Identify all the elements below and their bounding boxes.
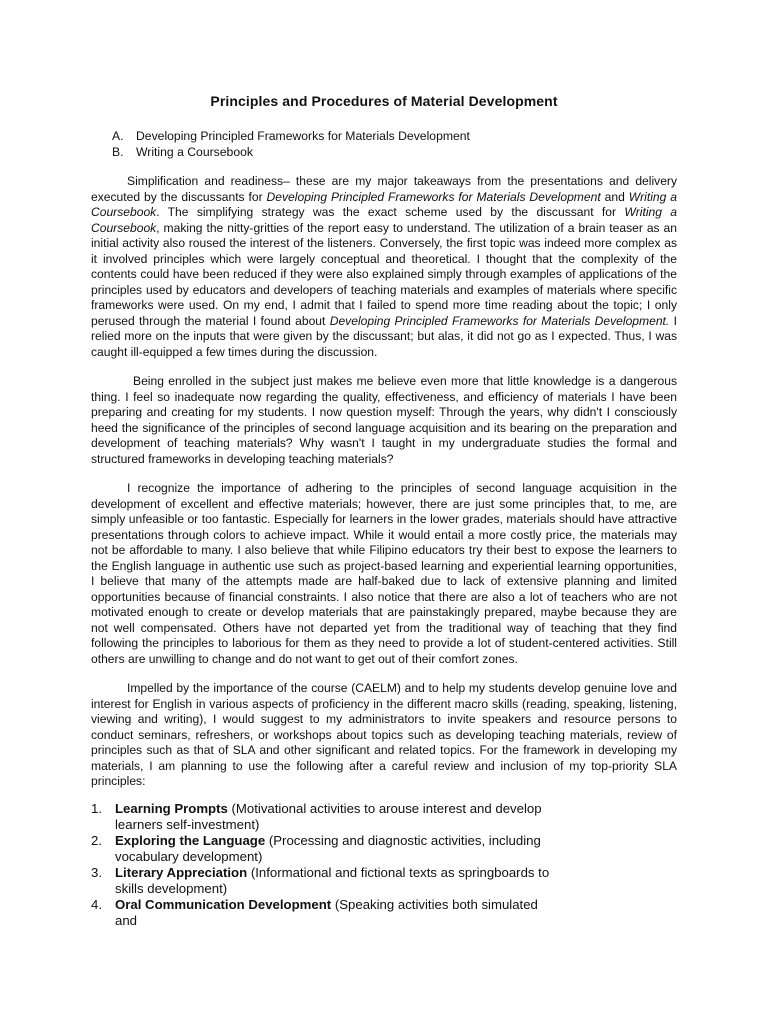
list-text <box>115 897 677 929</box>
list-item <box>91 801 677 833</box>
principles-list <box>91 801 677 929</box>
list-number: 4. <box>91 896 102 912</box>
list-number: 2. <box>91 832 102 848</box>
paragraph-1 <box>91 174 677 360</box>
principle-desc: (Informational and fictional texts as springboards to skills development) <box>115 864 550 896</box>
list-number: 3. <box>91 864 102 880</box>
outline-marker: B. <box>112 145 124 159</box>
text-run: , making the nitty-gritties of the report easy to understand. The utilization of a brain teaser as an initial activity also roused the interest of the listeners. Conversely, the first topic was indeed more complex as it involved principles which were largely conceptual and theoretical. I thought that the complexity of the contents could have been reduced if they were also explained simply through examples of applications of the principles used by educators and developers of teaching materials and examples of materials where specific frameworks were used. On my end, I admit that I failed to spend more time reading about the topic; I only perused through the material I found about <box>91 220 677 328</box>
outline-marker: A. <box>112 129 124 143</box>
list-item <box>91 897 677 929</box>
paragraph-3: I recognize the importance of adhering to the principles of second language acquisition in the development of excellent and effective materials; however, there are just some principles that, to me, are simply unfeasible or too fantastic. Especially for learners in the lower grades, materials should have attractive presentations through colors to achieve impact. While it would entail a more costly price, the materials may not be affordable to many. I also believe that while Filipino educators try their best to expose the learners to the English language in authentic use such as project-based learning and experiential learning opportunities, I believe that many of the attempts made are half-baked due to lack of extensive planning and limited opportunities because of financial constraints. I also notice that there are also a lot of teachers who are not motivated enough to create or develop materials that are painstakingly prepared, maybe because they are not well compensated. Others have not departed yet from the traditional way of teaching that they find following the principles to laborious for them as they need to provide a lot of student-centered activities. Still others are unwilling to change and do not want to get out of their comfort zones. <box>91 481 677 666</box>
outline-item <box>112 128 470 144</box>
list-item <box>91 865 677 897</box>
text-run: and <box>600 189 629 204</box>
principle-name: Exploring the Language <box>115 832 266 848</box>
principle-desc: (Speaking activities both simulated and <box>115 896 538 928</box>
list-item <box>91 833 677 865</box>
text-run: . The simplifying strategy was the exact scheme used by the discussant for <box>156 205 625 219</box>
outline-text: Writing a Coursebook <box>136 145 253 159</box>
list-text <box>115 865 677 897</box>
list-number: 1. <box>91 800 102 816</box>
italic-title: Writing a Coursebook <box>91 205 678 235</box>
paragraph-2: Being enrolled in the subject just makes me believe even more that little knowledge is a dangerous thing. I feel so inadequate now regarding the quality, effectiveness, and efficiency of materials I have been preparing and creating for my students. I now question myself: Through the years, why didn't I consciously heed the significance of the principles of second language acquisition and its bearing on the preparation and development of teaching materials? Why wasn't I taught in my undergraduate studies the formal and structured frameworks in developing teaching materials? <box>91 374 677 466</box>
list-text <box>115 801 677 833</box>
italic-title: Developing Principled Frameworks for Materials Development <box>266 189 601 204</box>
outline-text: Developing Principled Frameworks for Materials Development <box>136 129 470 143</box>
principle-desc: (Processing and diagnostic activities, including vocabulary development) <box>115 832 541 864</box>
italic-title: Developing Principled Frameworks for Materials Development. <box>329 313 670 328</box>
list-text <box>115 833 677 865</box>
text-run: Simplification and readiness– these are my major takeaways from the presentations and delivery executed by the discussants for <box>91 174 677 204</box>
text-run: I relied more on the inputs that were given by the discussant; but alas, it did not go as I expected. Thus, I was caught ill-equipped a few times during the discussion. <box>91 313 677 359</box>
document-body <box>91 174 677 929</box>
principle-name: Oral Communication Development <box>115 896 332 912</box>
principle-name: Learning Prompts <box>115 800 228 816</box>
principle-name: Literary Appreciation <box>115 864 248 880</box>
page-title: Principles and Procedures of Material Development <box>210 93 558 109</box>
principle-desc: (Motivational activities to arouse interest and develop learners self-investment) <box>115 800 542 832</box>
topic-outline <box>112 128 470 160</box>
italic-title: Writing a Coursebook <box>91 189 677 219</box>
outline-item <box>112 144 470 160</box>
paragraph-4: Impelled by the importance of the course (CAELM) and to help my students develop genuine love and interest for English in various aspects of proficiency in the different macro skills (reading, speaking, listening, viewing and writing), I would suggest to my administrators to invite speakers and resource persons to conduct seminars, refreshers, or workshops about topics such as developing teaching materials, review of principles such as that of SLA and other significant and related topics. For the framework in developing my materials, I am planning to use the following after a careful review and inclusion of my top-priority SLA principles: <box>91 681 677 788</box>
